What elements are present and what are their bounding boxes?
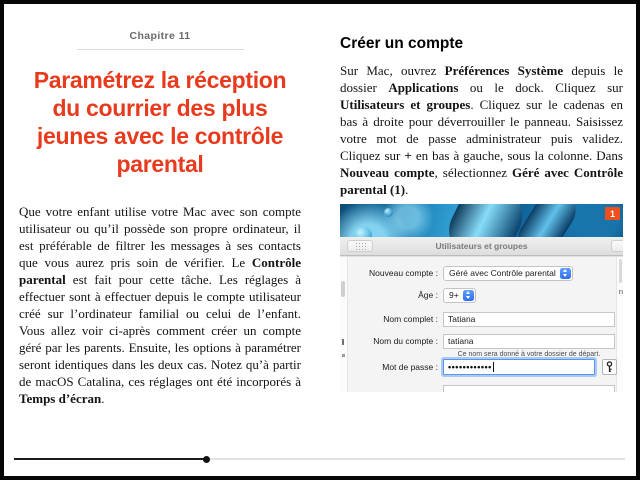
password-label: Mot de passe : (382, 362, 438, 372)
right-column (340, 30, 623, 392)
age-label: Âge : (418, 290, 438, 300)
scrollbar-thumb-right (619, 259, 622, 283)
chapter-title: Paramétrez la réception du courrier des plus jeunes avec le contrôle parental (33, 67, 287, 177)
age-popup-value: 9+ (449, 290, 459, 300)
new-account-popup (443, 266, 573, 281)
titlebar-right-button (611, 240, 623, 252)
right-paragraph: Sur Mac, ouvrez Préférences Système depuis le dossier Applications ou le dock. Cliquez sur Utilisateurs et groupes. Cliquez sur le cadenas en bas à droite pour déverrouiller le panneau. Saisissez votre mot de passe administrateur puis validez. Cliquez sur + en bas à gauche, sous la colonne. Dans Nouveau compte, sélectionnez Géré avec Contrôle parental (1). (340, 63, 624, 197)
password-dots: •••••••••••• (448, 362, 492, 372)
popup-stepper-icon (463, 290, 474, 301)
partial-next-field (443, 385, 615, 392)
background-window-right-edge (616, 257, 623, 392)
password-row (340, 359, 617, 375)
chevron-down-icon (466, 296, 470, 299)
full-name-field: Tatiana (443, 312, 615, 327)
age-row (340, 287, 617, 303)
new-account-popup-value: Géré avec Contrôle parental (449, 268, 556, 278)
left-paragraph: Que votre enfant utilise votre Mac avec son compte utilisateur ou qu’il possède son propre ordinateur, il est préférable de filtrer les messages à ses contacts que vous aurez pris soin de vérifier. Le Contrôle parental est fait pour cette tâche. Les réglages à effectuer sont à effectuer depuis le compte utilisateur créé sur l’ordinateur familial ou celui de l’enfant. Vous allez voir ci-après comment créer un compte géré par les parents. Ensuite, les options à paramétrer seront identiques dans les deux cas. Notez qu’à partir de macOS Catalina, ces réglages ont été incorporés à Temps d’écran. (19, 204, 301, 406)
popup-stepper-icon (560, 268, 571, 279)
figure-users-groups-screenshot[interactable] (340, 204, 623, 392)
window-titlebar (340, 237, 623, 256)
chevron-up-icon (563, 269, 567, 272)
new-account-row (340, 265, 617, 281)
new-account-label: Nouveau compte : (369, 268, 438, 278)
edge-text-fragment: n (618, 287, 623, 296)
account-name-label: Nom du compte : (373, 336, 438, 346)
left-column (19, 30, 301, 407)
full-name-row (340, 311, 617, 327)
edge-fragment-mark (342, 354, 345, 357)
reading-progress-bar[interactable] (14, 456, 625, 463)
window-title: Utilisateurs et groupes (435, 241, 528, 251)
account-name-row (340, 333, 617, 349)
full-name-label: Nom complet : (383, 314, 438, 324)
age-popup (443, 288, 476, 303)
password-assistant-button (602, 359, 617, 375)
text-caret (493, 362, 494, 372)
progress-fill (14, 458, 207, 460)
callout-badge-1: 1 (605, 207, 620, 220)
section-heading: Créer un compte (340, 35, 464, 52)
chevron-down-icon (563, 274, 567, 277)
chapter-divider (77, 49, 244, 50)
banner-bubble (384, 208, 393, 217)
banner-bubble (354, 227, 372, 237)
new-account-sheet (340, 256, 623, 392)
chevron-up-icon (466, 291, 470, 294)
chapter-label: Chapitre 11 (129, 30, 191, 42)
password-field (443, 359, 595, 375)
figure-banner-image (340, 204, 623, 237)
progress-knob[interactable] (203, 456, 210, 463)
account-name-hint: Ce nom sera donné à votre dossier de départ. (457, 351, 601, 358)
key-icon (605, 361, 614, 373)
account-name-field: tatiana (443, 334, 615, 349)
